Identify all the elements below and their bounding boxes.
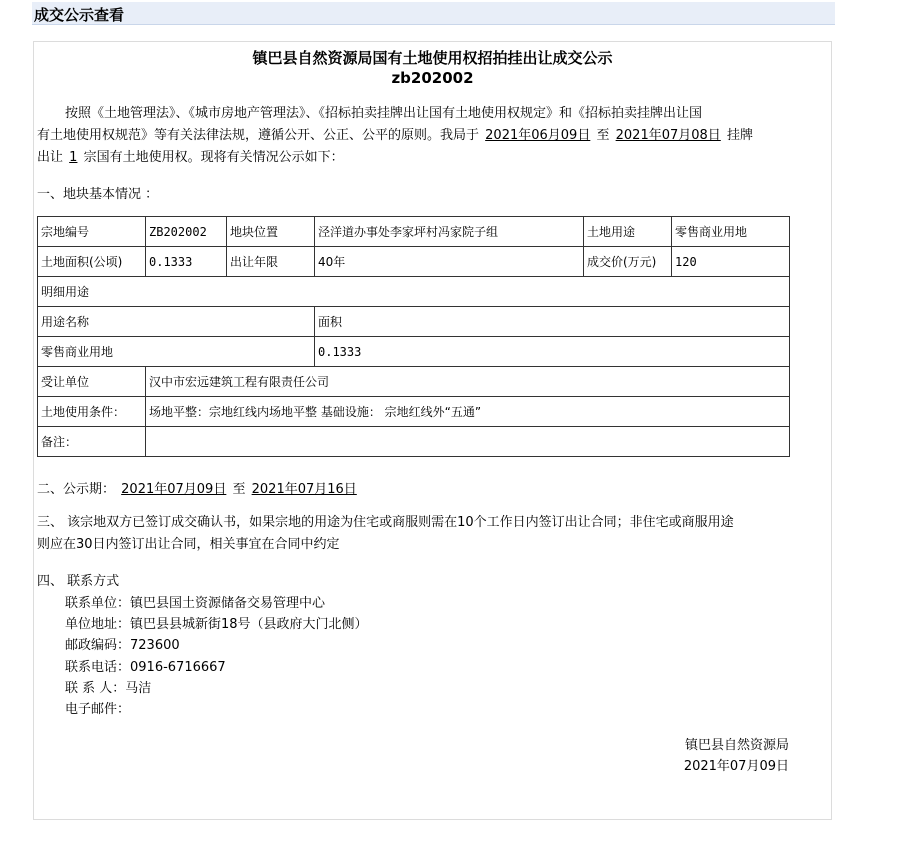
intro-line-3 [37,147,792,169]
buyer: 汉中市宏远建筑工程有限责任公司 [146,367,790,397]
intro-text: 挂牌 [726,128,753,143]
contact-address: 单位地址：镇巴县县城新街18号（县政府大门北侧） [65,617,368,632]
note [146,427,790,457]
label-term: 出让年限 [227,247,315,277]
label-conditions: 土地使用条件： [38,397,146,427]
signature-org: 镇巴县自然资源局 [684,738,789,753]
parcel-id: ZB202002 [146,217,227,247]
detail-area: 0.1333 [315,337,790,367]
table-row [38,367,790,397]
page-header-title: 成交公示查看 [34,6,125,24]
label-parcel-id: 宗地编号 [38,217,146,247]
announcement-panel [33,41,832,820]
parcel-location: 泾洋道办事处李家坪村冯家院子组 [315,217,584,247]
label-price: 成交价(万元) [584,247,672,277]
section-2-label: 二、公示期： [37,482,116,497]
intro-line-2 [37,125,792,147]
table-row [38,397,790,427]
intro-text: 有土地使用权规范》等有关法律法规，遵循公开、公正、公平的原则。我局于 [37,128,480,143]
detail-head-name: 用途名称 [38,307,315,337]
signature-date: 2021年07月09日 [683,759,789,774]
label-buyer: 受让单位 [38,367,146,397]
intro-count: 1 [69,150,78,165]
intro-to: 至 [596,128,610,143]
table-row [38,217,790,247]
intro-start-date: 2021年06月09日 [485,128,591,143]
conditions: 场地平整：宗地红线内场地平整 基础设施： 宗地红线外“五通” [146,397,790,427]
land-area: 0.1333 [146,247,227,277]
land-use: 零售商业用地 [672,217,790,247]
label-land-use: 土地用途 [584,217,672,247]
parcel-info-table [37,216,790,457]
contact-email: 电子邮件： [65,702,131,717]
intro-text: 出让 [37,150,64,165]
detail-head-area: 面积 [315,307,790,337]
detail-name: 零售商业用地 [38,337,315,367]
label-parcel-location: 地块位置 [227,217,315,247]
period-end-date: 2021年07月16日 [251,482,357,497]
contact-phone: 联系电话：0916-6716667 [65,660,226,675]
contact-zip: 邮政编码：723600 [65,638,180,653]
table-row [38,337,790,367]
section-3-line-1: 三、 该宗地双方已签订成交确认书，如果宗地的用途为住宅或商服则需在10个工作日内签订出让合同；非住宅或商服用途 [37,515,734,530]
period-to: 至 [232,482,246,497]
label-land-area: 土地面积(公顷) [38,247,146,277]
intro-paragraph [37,103,792,169]
term: 40年 [315,247,584,277]
detail-use-title: 明细用途 [38,277,790,307]
intro-text: 宗国有土地使用权。现将有关情况公示如下： [83,150,344,165]
section-3-line-2: 则应在30日内签订出让合同，相关事宜在合同中约定 [37,537,340,552]
section-3-paragraph [37,512,792,556]
doc-title: 镇巴县自然资源局国有土地使用权招拍挂出让成交公示 [252,49,613,67]
section-4-heading: 四、 联系方式 [37,574,120,589]
page-header-bar [32,2,835,25]
table-row [38,277,790,307]
section-2-period [37,478,359,497]
intro-line-1: 按照《土地管理法》、《城市房地产管理法》、《招标拍卖挂牌出让国有土地使用权规定》和《招标拍卖挂牌出让国 [65,106,703,121]
table-row [38,307,790,337]
doc-code: zb202002 [391,69,474,87]
contact-unit: 联系单位：镇巴县国土资源储备交易管理中心 [65,596,326,611]
contact-person: 联 系 人：马洁 [65,681,152,696]
period-start-date: 2021年07月09日 [121,482,227,497]
price: 120 [672,247,790,277]
section-1-heading: 一、地块基本情况 ： [37,187,159,202]
table-row [38,247,790,277]
table-row [38,427,790,457]
intro-end-date: 2021年07月08日 [615,128,721,143]
label-note: 备注： [38,427,146,457]
